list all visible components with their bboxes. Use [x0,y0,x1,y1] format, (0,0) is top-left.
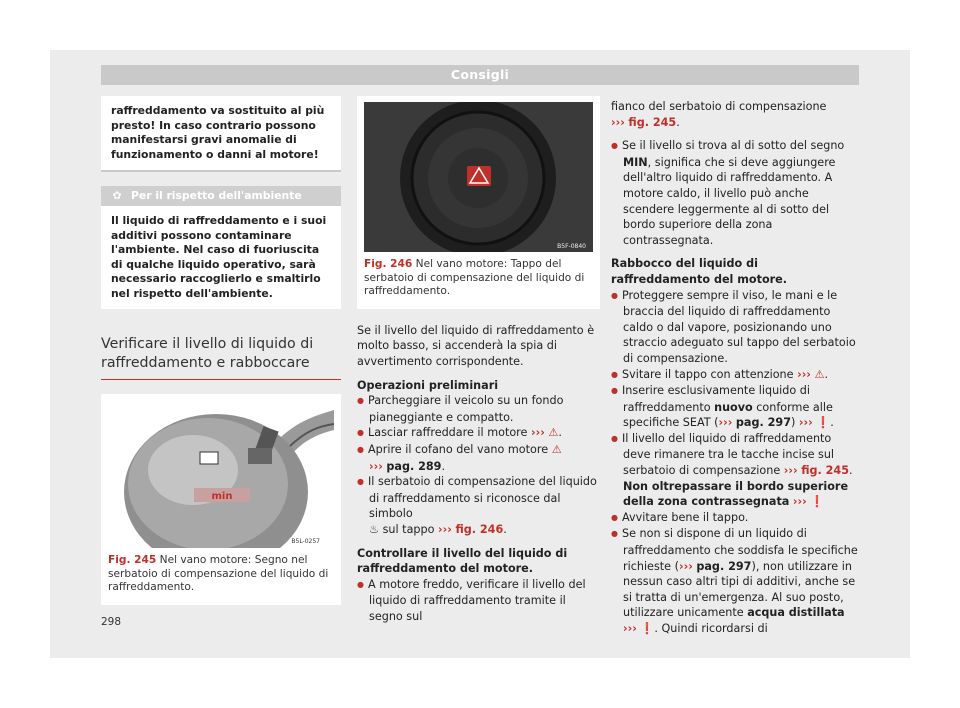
item-text: fianco del serbatoio di compensazione [611,100,827,113]
arrow-icon: ››› [678,559,693,573]
figure-number: Fig. 246 [364,258,413,270]
coolant-tank-drawing [108,400,334,548]
leaf-icon: ✿ [112,189,122,202]
figure-ref[interactable]: fig. 246 [455,522,504,536]
check-title: Controllare il livello del liquido di raffreddamento del motore. [357,546,568,576]
list-item: ● Inserire esclusivamente liquido di raffreddamento nuovo conforme alle specifiche SEAT (››› pag. 297) ››› ❗. [611,383,859,431]
figure-caption [364,258,593,299]
arrow-icon: ››› [369,459,383,473]
warning-box: raffreddamento va sostituito al più presto! In caso contrario possono manifestarsi gravi anomalie di funzionamento o danni al motore! [101,96,341,172]
alert-icon: ❗ [640,622,655,635]
page-header: Consigli [101,65,859,85]
arrow-icon: ››› [792,495,807,509]
item-text: conforme alle specifiche SEAT ( [623,400,833,430]
page-number: 298 [101,616,122,628]
item-text: Non oltrepassare il bordo superiore della zona contrassegnata [623,479,849,509]
list-item: ● Proteggere sempre il viso, le mani e le braccia del liquido di raffreddamento caldo o dal vapore, posizionando uno straccio adeguato sul tappo del serbatoio di compensazione. [611,288,859,367]
item-text: Lasciar raffreddare il motore [367,426,528,440]
item-text: Il serbatoio di compensazione del liquido di raffreddamento si riconosce dal simbolo [367,475,597,521]
list-item: ● Il livello del liquido di raffreddamento deve rimanere tra le tacche incise sul serbatoio di compensazione ››› fig. 245. Non oltrepassare il bordo superiore della zona contrassegnata ››› ❗ [611,431,859,510]
arrow-icon: ››› [611,115,625,129]
figure-ref[interactable]: fig. 245 [801,464,850,478]
arrow-icon: ››› [783,464,798,478]
item-text: significa che si deve aggiungere dell'altro liquido di raffreddamento. A motore caldo, il livello può anche scendere leggermente al di sotto del bordo superiore della zona contrassegnata. [623,155,836,247]
list-item: ● Se non si dispone di un liquido di raffreddamento che soddisfa le specifiche richieste (››› pag. 297), non utilizzare in nessun caso altri tipi di additivi, anche se si tratta di un'emergenza. Al suo posto, utilizzare unicamente acqua distillata ››› ❗. Quindi ricordarsi di [611,526,859,636]
figure-245 [101,394,341,605]
figure-code: B5F-0840 [557,243,586,250]
column-1 [101,96,341,605]
item-text: sul tappo [382,522,435,536]
item-text: Quindi ricordarsi di [661,622,768,635]
arrow-icon: ››› [623,622,637,635]
arrow-icon: ››› [530,426,545,440]
figure-code: B5L-0257 [291,538,320,545]
arrow-icon: ››› [797,367,811,381]
section-title: Verificare il livello di liquido di raffreddamento e rabboccare [101,335,341,380]
caption-text: Nel vano motore: Tappo del serbatoio di compensazione del liquido di raffreddamento. [364,258,585,298]
page-ref[interactable]: pag. 289 [386,459,442,473]
refill-title: Rabbocco del liquido di raffreddamento del motore. [611,257,787,286]
item-text: Aprire il cofano del vano motore [367,442,549,456]
list-item: ● Parcheggiare il veicolo su un fondo pianeggiante e compatto. [357,393,600,425]
environment-text: Il liquido di raffreddamento e i suoi additivi possono contaminare l'ambiente. Nel caso di fuoriuscita di qualche liquido operativo, sarà necessario raccoglierlo e smaltirlo nel rispetto dell'ambiente. [101,206,341,309]
page-ref[interactable]: pag. 297 [735,416,791,430]
arrow-icon: ››› [438,522,452,536]
min-mark-label: min [211,491,233,502]
item-text: ), non utilizzare in nessun caso altri tipi di additivi, anche se si tratta di un'emergenza. Al suo posto, utilizzare unicamente [623,559,856,620]
figure-number: Fig. 245 [108,554,157,566]
column-2-text [357,323,600,625]
item-text: Se il livello si trova al di sotto del segno [621,139,845,153]
column-2 [357,96,600,624]
intro-paragraph: Se il livello del liquido di raffreddamento è molto basso, si accenderà la spia di avvertimento corrispondente. [357,323,595,368]
prelim-title: Operazioni preliminari [357,378,499,392]
item-text: Svitare il tappo con attenzione [621,367,794,381]
paragraph: fianco del serbatoio di compensazione ››› fig. 245. [611,100,827,129]
item-text: acqua distillata [747,606,845,620]
warning-triangle-icon: ⚠ [551,442,562,456]
list-item: ● Lasciar raffreddare il motore ››› ⚠. [357,425,600,442]
coolant-tank-image [108,400,334,548]
arrow-icon: ››› [798,416,813,430]
list-item: ● Aprire il cofano del vano motore ⚠ ››› pag. 289. [357,442,600,474]
arrow-icon: ››› [718,416,733,430]
caption-text: Nel vano motore: Segno nel serbatoio di compensazione del liquido di raffreddamento. [108,554,329,594]
item-text: Il livello del liquido di raffreddamento deve rimanere tra le tacche incise sul serbatoio di compensazione [621,431,835,478]
cap-drawing [364,102,593,252]
warning-triangle-icon: ⚠ [814,367,825,381]
item-text: nuovo [714,400,753,414]
cap-image [364,102,593,252]
item-text: Inserire esclusivamente liquido di raffreddamento [621,384,810,414]
list-item: ● Avvitare bene il tappo. [611,510,859,527]
column-3 [611,99,859,637]
list-item: ● Se il livello si trova al di sotto del segno MIN, significa che si deve aggiungere dell'altro liquido di raffreddamento. A motore caldo, il livello può anche scendere leggermente al di sotto del bordo superiore della zona contrassegnata. [611,138,859,248]
figure-246 [357,96,600,309]
alert-icon: ❗ [810,495,825,509]
figure-caption [108,554,334,595]
item-text: Se non si dispone di un liquido di raffreddamento che soddisfa le specifiche richieste ( [621,527,858,573]
warning-triangle-icon: ⚠ [548,426,559,440]
list-item: ● A motore freddo, verificare il livello del liquido di raffreddamento tramite il segno sul [357,577,600,625]
alert-icon: ❗ [816,416,831,430]
coolant-symbol-icon: ♨ [369,522,380,536]
figure-ref[interactable]: fig. 245 [628,115,677,129]
page-ref[interactable]: pag. 297 [696,559,752,573]
environment-header [101,186,341,206]
list-item: ● Il serbatoio di compensazione del liquido di raffreddamento si riconosce dal simbolo ♨ sul tappo ››› fig. 246. [357,474,600,537]
min-symbol: MIN [623,155,648,169]
environment-title: Per il rispetto dell'ambiente [131,189,302,202]
list-item: ● Svitare il tappo con attenzione ››› ⚠. [611,367,859,384]
